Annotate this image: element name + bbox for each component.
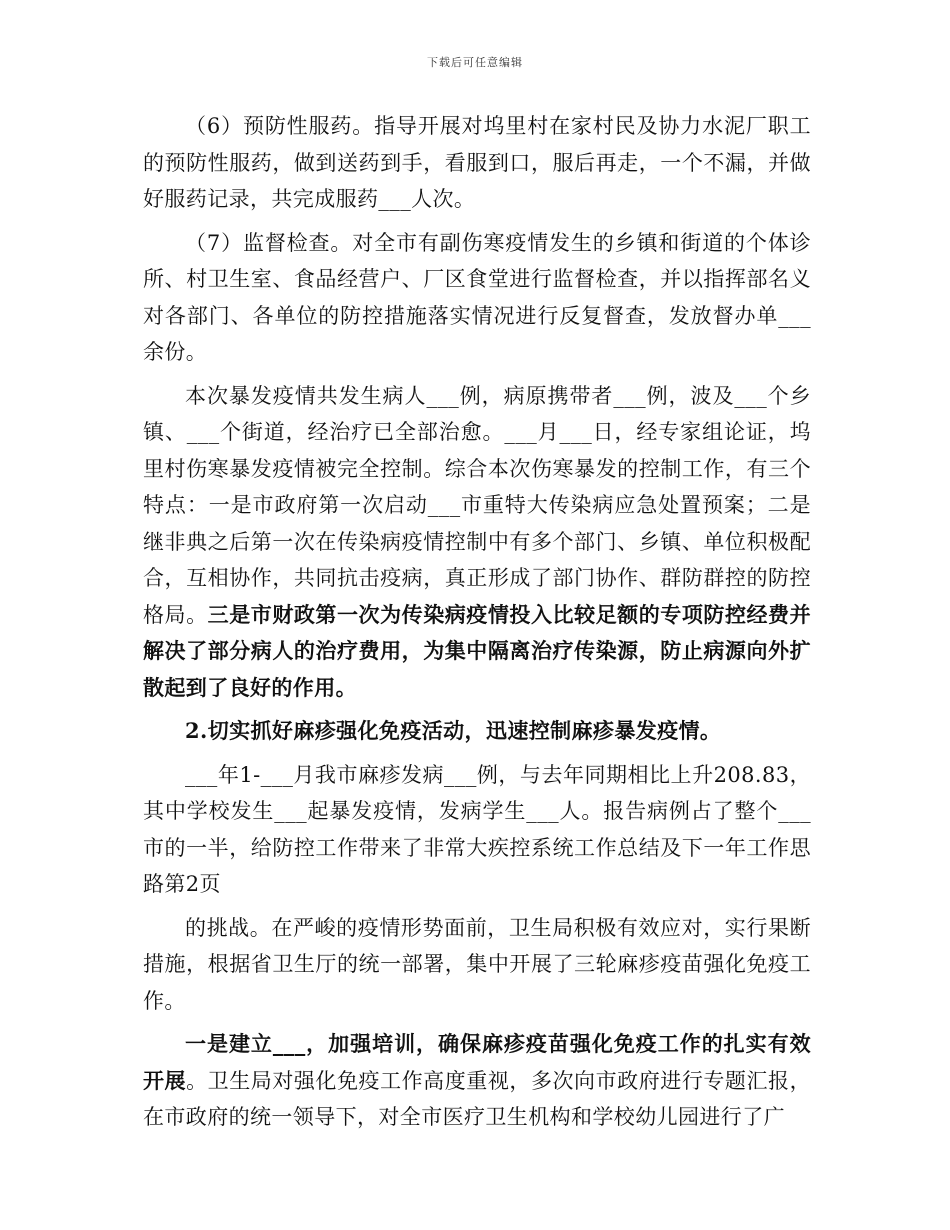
paragraph-outbreak-summary	[143, 378, 811, 707]
paragraph-measles-response: 的挑战。在严峻的疫情形势面前，卫生局积极有效应对，实行果断措施，根据省卫生厅的统一部署，集中开展了三轮麻疹疫苗强化免疫工作。	[143, 915, 811, 1013]
document-body	[143, 108, 811, 1136]
paragraph-supervision-inspection: （7）监督检查。对全市有副伤寒疫情发生的乡镇和街道的个体诊所、村卫生室、食品经营户、厂区食堂进行监督检查，并以指挥部名义对各部门、各单位的防控措施落实情况进行反复督查，发放督办单___余份。	[143, 230, 811, 364]
paragraph-training	[143, 1026, 811, 1136]
outbreak-summary-text: 本次暴发疫情共发生病人___例，病原携带者___例，波及___个乡镇、___个街道，经治疗已全部治愈。___月___日，经专家组论证，坞里村伤寒暴发疫情被完全控制。综合本次伤寒暴发的控制工作，有三个特点：一是市政府第一次启动___市重特大传染病应急处置预案；二是继非典之后第一次在传染病疫情控制中有多个部门、乡镇、单位积极配合，互相协作，共同抗击疫病，真正形成了部门协作、群防群控的防控格局。	[143, 383, 811, 627]
training-bold-text: 一是建立___，加强培训，确保麻疹疫苗强化免疫工作的扎实有效开展	[143, 1031, 811, 1093]
section-heading-measles: 2.切实抓好麻疹强化免疫活动，迅速控制麻疹暴发疫情。	[185, 718, 722, 743]
outbreak-summary-bold-text: 三是市财政第一次为传染病疫情投入比较足额的专项防控经费并解决了部分病人的治疗费用，为集中隔离治疗传染源，防止病源向外扩散起到了良好的作用。	[143, 601, 812, 700]
training-text: 。卫生局对强化免疫工作高度重视，多次向市政府进行专题汇报，在市政府的统一领导下，对全市医疗卫生机构和学校幼儿园进行了广	[143, 1068, 811, 1129]
paragraph-measles-statistics: ___年1-___月我市麻疹发病___例，与去年同期相比上升208.83，其中学校发生___起暴发疫情，发病学生___人。报告病例占了整个___市的一半，给防控工作带来了非常大疾控系统工作总结及下一年工作思路第2页	[143, 762, 811, 896]
paragraph-preventive-medication: （6）预防性服药。指导开展对坞里村在家村民及协力水泥厂职工的预防性服药，做到送药到手，看服到口，服后再走，一个不漏，并做好服药记录，共完成服药___人次。	[143, 114, 811, 211]
page-header: 下载后可任意编辑	[427, 56, 523, 69]
